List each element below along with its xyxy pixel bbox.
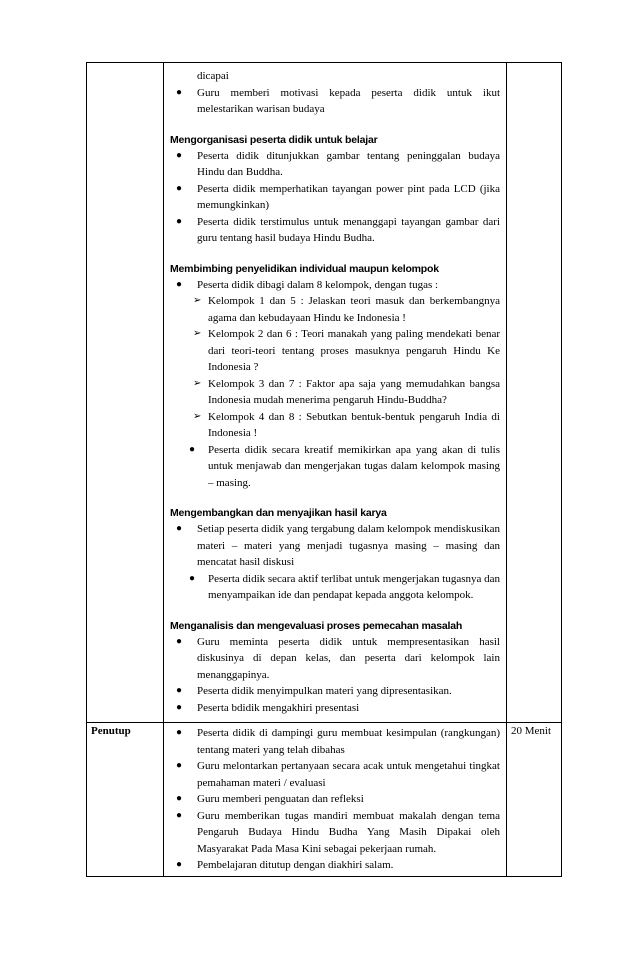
section-list [170, 634, 500, 717]
list-item: ● Guru memberikan tugas mandiri membuat makalah dengan tema Pengaruh Budaya Hindu Budha Yang Masih Dipakai oleh Masyarakat Pada Masa Kini sebagai pekerjaan rumah. [176, 809, 500, 855]
bullet-icon: ● [176, 727, 183, 738]
bullet-icon: ● [176, 182, 183, 194]
list-item: ● Peserta didik terstimulus untuk menanggapi tayangan gambar dari guru tentang hasil budaya Hindu Budha. [176, 215, 500, 244]
section-heading: Mengorganisasi peserta didik untuk belajar [170, 133, 378, 146]
bullet-icon: ● [176, 278, 183, 290]
bullet-icon: ● [176, 685, 183, 696]
bullet-icon: ● [176, 859, 183, 870]
bullet-icon: ● [176, 760, 183, 771]
list-item: ● Peserta didik secara kreatif memikirkan apa yang akan di tulis untuk menjawab dan mengerjakan tugas dalam kelompok masing – masing. [189, 443, 500, 489]
bullet-icon: ● [176, 86, 183, 98]
bullet-icon: ● [176, 215, 183, 227]
list-item: ● Guru meminta peserta didik untuk mempresentasikan hasil diskusinya di depan kelas, dan peserta dari kelompok lain menanggapinya. [176, 635, 500, 681]
group-task-list [170, 293, 500, 442]
nested-list [170, 442, 500, 492]
list-item: ● Guru melontarkan pertanyaan secara acak untuk mengetahui tingkat pemahaman materi / evaluasi [176, 760, 500, 789]
bullet-icon: ● [176, 793, 183, 804]
section-list [170, 277, 500, 294]
group-task-item: ➢ Kelompok 2 dan 6 : Teori manakah yang paling mendekati benar dari teori-teori tentang proses masuknya pengaruh Hindu Ke Indonesia ? [193, 328, 500, 373]
arrowhead-bullet-icon: ➢ [193, 328, 202, 339]
arrowhead-bullet-icon: ➢ [193, 410, 202, 422]
group-task-item: ➢ Kelompok 1 dan 5 : Jelaskan teori masuk dan berkembangnya agama dan kebudayaan Hindu ke Indonesia ! [193, 295, 500, 324]
section-heading: Mengembangkan dan menyajikan hasil karya [170, 507, 387, 519]
list-item: ● Setiap peserta didik yang tergabung dalam kelompok mendiskusikan materi – materi yang menjadi tugasnya masing – masing dan mencatat hasil diskusi [176, 523, 500, 568]
section-list [170, 521, 500, 571]
activity-description-cell [164, 723, 507, 877]
bullet-icon: ● [176, 701, 183, 713]
arrowhead-bullet-icon: ➢ [193, 295, 202, 306]
bullet-icon: ● [189, 443, 196, 455]
list-item: ● Peserta didik di dampingi guru membuat kesimpulan (rangkungan) tentang materi yang telah dibahas [176, 727, 500, 756]
bullet-icon: ● [176, 635, 183, 647]
bullet-icon: ● [189, 572, 196, 584]
intro-list [170, 85, 500, 118]
stage-label: Penutup [91, 725, 131, 737]
list-item: ● Peserta didik ditunjukkan gambar tentang peninggalan budaya Hindu dan Buddha. [176, 149, 500, 178]
continued-text: dicapai [197, 70, 229, 82]
list-item: ● Guru memberi motivasi kepada peserta didik untuk ikut melestarikan warisan budaya [176, 86, 500, 115]
list-item: ● Peserta bdidik mengakhiri presentasi [170, 700, 500, 717]
section-list [170, 148, 500, 247]
lesson-activity-table [86, 62, 562, 877]
list-item: ● Pembelajaran ditutup dengan diakhiri salam. [170, 857, 500, 874]
duration: 20 Menit [511, 725, 552, 737]
group-task-item: ➢ Kelompok 4 dan 8 : Sebutkan bentuk-bentuk pengaruh India di Indonesia ! [193, 410, 500, 439]
group-task-item: ➢ Kelompok 3 dan 7 : Faktor apa saja yang memudahkan bangsa Indonesia mudah menerima pengaruh Hindu-Buddha? [193, 377, 500, 406]
list-item: ● Peserta didik secara aktif terlibat untuk mengerjakan tugasnya dan menyampaikan ide dan pendapat kepada anggota kelompok. [189, 572, 501, 601]
activity-description-cell [164, 63, 507, 723]
section-heading: Menganalisis dan mengevaluasi proses pemecahan masalah [170, 619, 463, 632]
time-cell-empty [507, 63, 562, 723]
bullet-icon: ● [176, 523, 183, 534]
list-item: ● Peserta didik menyimpulkan materi yang dipresentasikan. [170, 683, 500, 700]
bullet-icon: ● [176, 149, 183, 161]
stage-label-cell [87, 723, 164, 877]
section-heading: Membimbing penyelidikan individual maupun kelompok [170, 262, 439, 275]
closing-list [170, 725, 500, 874]
bullet-icon: ● [176, 809, 183, 821]
arrowhead-bullet-icon: ➢ [193, 377, 202, 389]
list-item: ● Peserta didik memperhatikan tayangan power pint pada LCD (jika memungkinkan) [176, 182, 500, 211]
nested-list [170, 571, 500, 604]
list-item: ● Peserta didik dibagi dalam 8 kelompok, dengan tugas : [170, 277, 500, 294]
list-item: ● Guru memberi penguatan dan refleksi [170, 791, 500, 808]
core-activity-row [87, 63, 562, 723]
stage-label-cell-empty [87, 63, 164, 723]
closing-activity-row [87, 723, 562, 877]
time-cell [507, 723, 562, 877]
